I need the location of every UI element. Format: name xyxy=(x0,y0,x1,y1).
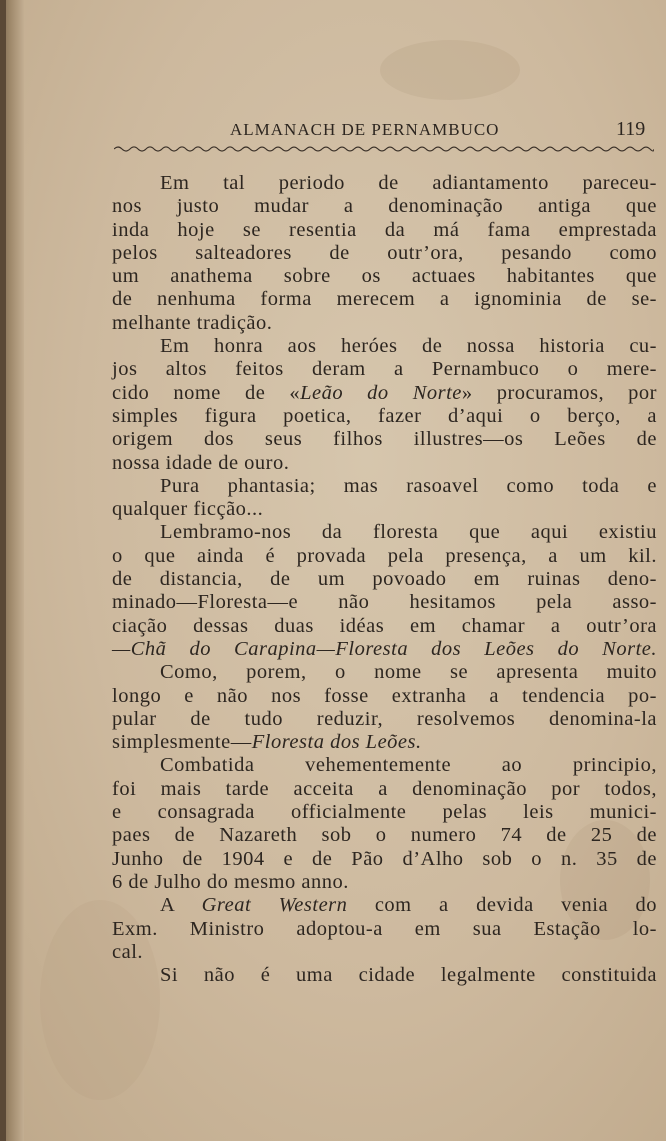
text-line: —Chã do Carapina—Floresta dos Leões do Norte. xyxy=(112,637,657,660)
text-line: origem dos seus filhos illustres—os Leões de xyxy=(112,428,657,451)
spine-edge xyxy=(0,0,6,1141)
text-line: melhante tradição. xyxy=(112,311,273,334)
paper-stain xyxy=(380,40,520,100)
text-line: inda hoje se resentia da má fama emprestada xyxy=(112,218,657,241)
text-line: foi mais tarde acceita a denominação por todos, xyxy=(112,777,657,800)
text-line: simples figura poetica, fazer d’aqui o berço, a xyxy=(112,404,657,427)
text-line: qualquer ficção... xyxy=(112,498,264,521)
page-number: 119 xyxy=(616,118,646,140)
text-line: A Great Western com a devida venia do xyxy=(160,894,657,917)
text-line: cido nome de «Leão do Norte» procuramos, por xyxy=(112,381,657,404)
text-line: longo e não nos fosse extranha a tendencia po- xyxy=(112,684,657,707)
text-line: Junho de 1904 e de Pão d’Alho sob o n. 35 de xyxy=(112,847,657,870)
text-line: pelos salteadores de outr’ora, pesando como xyxy=(112,241,657,264)
text-line: de distancia, de um povoado em ruinas deno- xyxy=(112,568,657,591)
running-header xyxy=(230,120,660,144)
text-line: simplesmente—Floresta dos Leões. xyxy=(112,731,422,754)
ornamental-rule xyxy=(114,145,654,153)
text-line: minado—Floresta—e não hesitamos pela asso- xyxy=(112,591,657,614)
text-line: paes de Nazareth sob o numero 74 de 25 de xyxy=(112,824,657,847)
text-line: nossa idade de ouro. xyxy=(112,451,290,474)
text-line: Pura phantasia; mas rasoavel como toda e xyxy=(160,474,657,497)
text-line: Como, porem, o nome se apresenta muito xyxy=(160,661,657,684)
text-line: nos justo mudar a denominação antiga que xyxy=(112,195,657,218)
text-line: de nenhuma forma merecem a ignominia de se- xyxy=(112,288,657,311)
italic-title: Floresta dos Leões. xyxy=(251,731,422,754)
text-line: jos altos feitos deram a Pernambuco o mere- xyxy=(112,358,657,381)
text-line: ciação dessas duas idéas em chamar a outr’ora xyxy=(112,614,657,637)
text-line: Em honra aos heróes de nossa historia cu- xyxy=(160,335,657,358)
text-line: Exm. Ministro adoptou-a em sua Estação lo- xyxy=(112,917,657,940)
text-line: pular de tudo reduzir, resolvemos denomina-la xyxy=(112,707,657,730)
text-line: Lembramo-nos da floresta que aqui existiu xyxy=(160,521,657,544)
text-line: um anathema sobre os actuaes habitantes que xyxy=(112,265,657,288)
text-line: Combatida vehementemente ao principio, xyxy=(160,754,657,777)
body-text xyxy=(112,172,657,987)
text-line: Em tal periodo de adiantamento pareceu- xyxy=(160,172,657,194)
header-title: ALMANACH DE PERNAMBUCO xyxy=(230,120,500,139)
text-line: e consagrada officialmente pelas leis munici- xyxy=(112,801,657,824)
text-line: 6 de Julho do mesmo anno. xyxy=(112,870,349,893)
italic-title: Great Western xyxy=(201,894,348,917)
text-line: cal. xyxy=(112,940,144,963)
italic-title: Leão do Norte xyxy=(300,381,462,404)
text-line: o que ainda é provada pela presença, a um kil. xyxy=(112,544,657,567)
text-line: Si não é uma cidade legalmente constituida xyxy=(160,964,657,987)
